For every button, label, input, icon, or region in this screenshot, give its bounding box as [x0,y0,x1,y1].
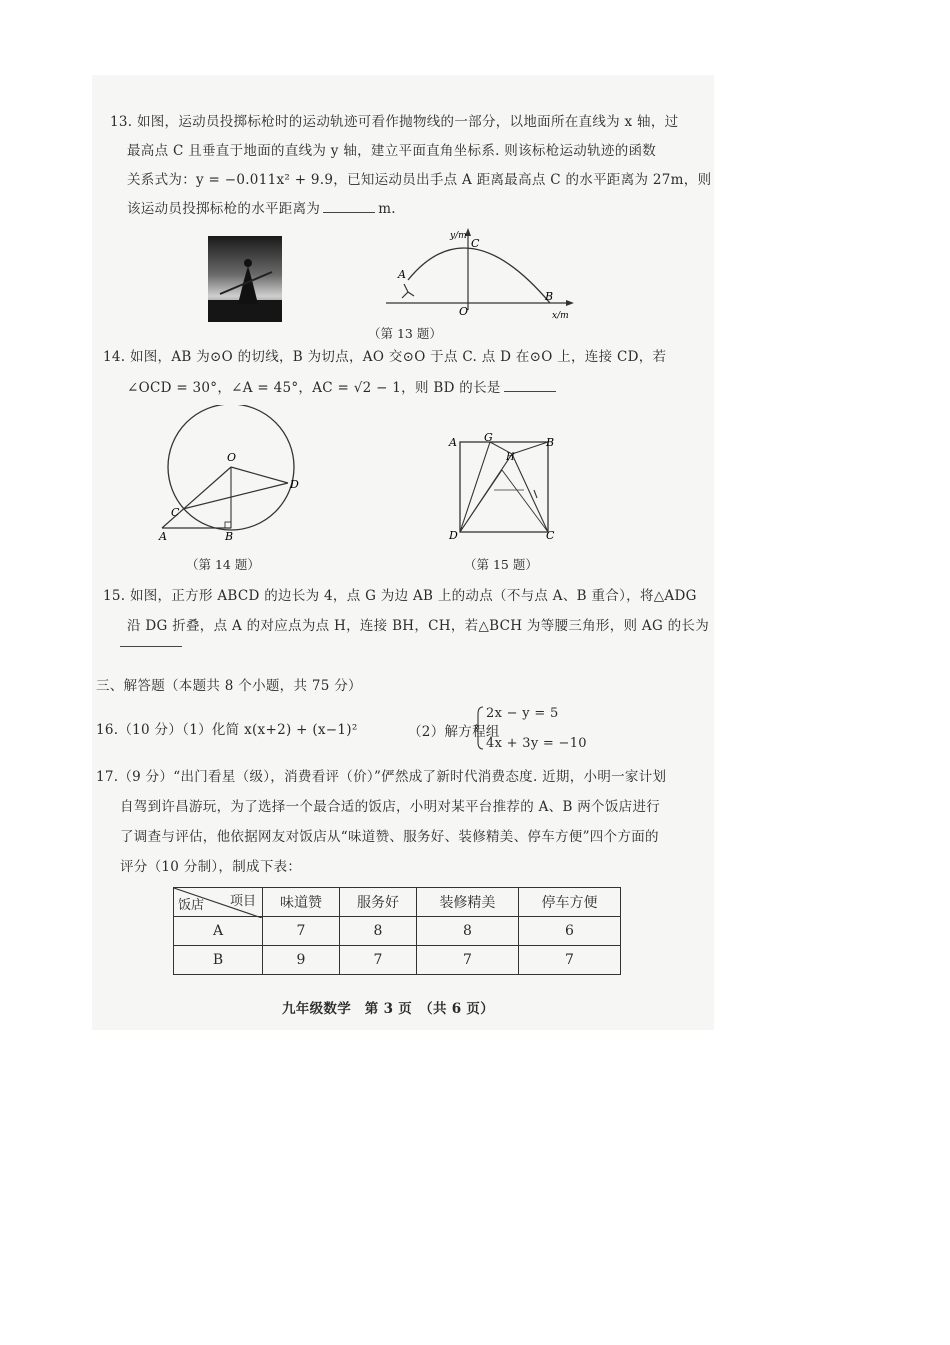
section3-heading: 三、解答题（本题共 8 个小题，共 75 分） [96,678,362,694]
q16-part1: 16.（10 分）（1）化简 x(x+2) + (x−1)² [96,722,358,738]
q15-label-h: H [506,452,515,463]
q13-label-a: A [398,268,406,281]
q13-line4 [127,197,396,217]
q13-label-b: B [545,290,554,303]
answer-blank [504,381,556,392]
table-header: 停车方便 [518,888,620,917]
q14-label-b: B [225,530,234,543]
corner-top-label: 项目 [229,894,256,909]
q13-line3: 关系式为：y = −0.011x² + 9.9，已知运动员出手点 A 距离最高点 C 的水平距离为 27m，则 [127,172,712,188]
table-row [174,917,621,946]
q13-label-y: y/m [450,231,467,241]
q15-line2: 沿 DG 折叠，点 A 的对应点为点 H，连接 BH，CH，若△BCH 为等腰三角形，则 AG 的长为 [127,618,710,634]
row-label: B [174,946,263,975]
rating-table [173,887,621,975]
q13-parabola-diagram [380,226,580,324]
q15-label-g: G [484,431,493,444]
q14-label-o: O [227,451,237,464]
table-cell: 7 [416,946,518,975]
table-header-row [174,888,621,917]
table-cell: 7 [263,917,340,946]
brace-icon [474,706,484,750]
q16-eq1: 2x − y = 5 [486,706,559,721]
q13-line1: 13. 如图，运动员投掷标枪时的运动轨迹可看作抛物线的一部分，以地面所在直线为 x 轴，过 [110,114,679,130]
q17-line1: 17.（9 分）“出门看星（级），消费看评（价）”俨然成了新时代消费态度. 近期，小明一家计划 [96,769,667,785]
javelin-photo [208,236,282,322]
q16-eq2: 4x + 3y = −10 [486,736,587,751]
q15-label-b: B [546,436,555,449]
table-header: 服务好 [339,888,416,917]
q17-line4: 评分（10 分制），制成下表： [120,859,302,875]
answer-blank [323,202,375,213]
q15-label-c: C [546,529,555,542]
table-row [174,946,621,975]
q16-part2: （2）解方程组 [408,724,500,740]
q14-caption: （第 14 题） [186,557,260,572]
q14-line1: 14. 如图，AB 为⊙O 的切线，B 为切点，AO 交⊙O 于点 C. 点 D 在⊙O 上，连接 CD，若 [103,349,667,365]
corner-bottom-label: 饭店 [178,898,205,913]
q14-line2-text: ∠OCD = 30°，∠A = 45°，AC = √2 − 1，则 BD 的长是 [127,380,501,396]
q14-label-a: A [159,530,167,543]
table-cell: 6 [518,917,620,946]
table-cell: 9 [263,946,340,975]
row-label: A [174,917,263,946]
q14-circle-diagram [150,405,320,545]
q13-unit: m. [378,201,396,217]
table-cell: 7 [339,946,416,975]
table-cell: 8 [339,917,416,946]
q15-line1: 15. 如图，正方形 ABCD 的边长为 4，点 G 为边 AB 上的动点（不与点 A、B 重合），将△ADG [103,588,697,604]
table-cell: 8 [416,917,518,946]
q13-caption: （第 13 题） [368,326,442,341]
q15-label-d: D [449,529,458,542]
q13-label-x: x/m [552,311,569,321]
q14-label-c: C [171,506,180,519]
table-header: 装修精美 [416,888,518,917]
table-header: 味道赞 [263,888,340,917]
q13-line4-text: 该运动员投掷标枪的水平距离为 [127,201,321,217]
q14-label-d: D [290,478,299,491]
q15-label-a: A [449,436,457,449]
q13-line2: 最高点 C 且垂直于地面的直线为 y 轴，建立平面直角坐标系. 则该标枪运动轨迹的函数 [127,143,657,159]
q13-label-o: O [459,305,469,318]
table-corner-cell [174,888,263,917]
q13-label-c: C [471,237,480,250]
q15-square-diagram [444,430,564,545]
q15-caption: （第 15 题） [464,557,538,572]
table-cell: 7 [518,946,620,975]
q17-line3: 了调查与评估，他依据网友对饭店从“味道赞、服务好、装修精美、停车方便”四个方面的 [120,829,659,845]
q14-line2 [127,376,559,396]
q15-answer-blank [120,646,182,647]
page-footer: 九年级数学 第 3 页 （共 6 页） [282,1001,495,1017]
q17-line2: 自驾到许昌游玩，为了选择一个最合适的饭店，小明对某平台推荐的 A、B 两个饭店进行 [120,799,661,815]
